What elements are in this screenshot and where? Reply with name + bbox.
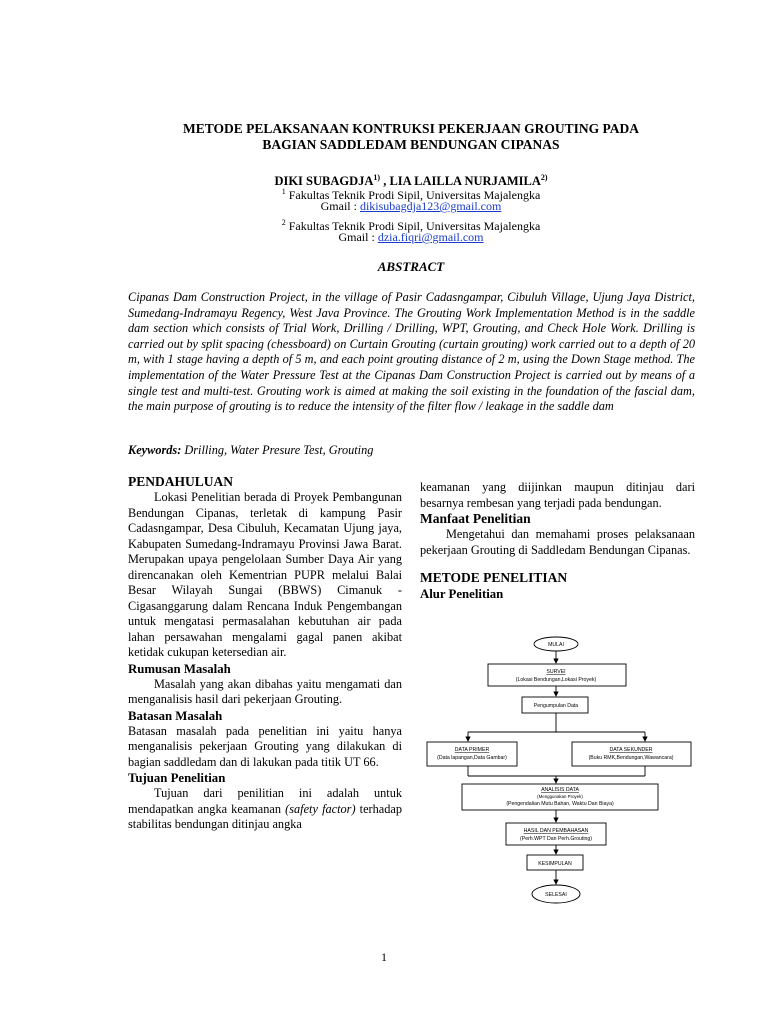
- affiliation-1-email-label: Gmail :: [320, 199, 360, 213]
- author-2: LIA LAILLA NURJAMILA: [389, 174, 541, 189]
- tujuan-body-after: terhadap stabilitas bendungan ditinjau angka: [128, 801, 403, 831]
- manfaat-heading: Manfaat Penelitian: [420, 511, 531, 526]
- metode-heading: METODE PENELITIAN: [420, 570, 568, 585]
- author-1-sup: 1): [373, 173, 381, 182]
- flow-label-analisis-sub2: (Pengendalian Mutu Bahan, Waktu Dan Biaya): [506, 801, 614, 807]
- author-1: DIKI SUBAGDJA: [274, 174, 374, 189]
- affiliation-1-email-line: [100, 199, 722, 214]
- flow-label-analisis-title: ANALISIS DATA: [541, 787, 579, 793]
- flow-label-sekunder-title: DATA SEKUNDER: [609, 747, 653, 753]
- flow-label-analisis-sub1: (Menggunakan Proyek): [537, 794, 583, 799]
- abstract-body: Cipanas Dam Construction Project, in the village of Pasir Cadasngampar, Cibuluh Village, Ujung Jaya District, Sumedang-Indramayu Regency, West Java Province. The Grouting Work Implementation Method is in the saddle dam section which consists of Trial Work, Drilling / Drilling, WPT, Grouting, and Check Hole Work. Drilling is carried out by split spacing (chessboard) on Curtain Grouting (curtain grouting) work carried out to a depth of 20 m, with 1 stage having a depth of 5 m, and each point grouting distance of 2 m, using the Down Stage method. The implementation of the Water Pressure Test at the Cipanas Dam Construction Project is carried out by means of a single test and multi-test. Grouting work is aimed at making the soil existing in the foundation of the fascial dam, the main purpose of grouting is to reduce the intensity of the filter flow / leakage in the saddle dam: [128, 290, 695, 414]
- affiliation-1-email-link[interactable]: dikisubagdja123@gmail.com: [359, 199, 502, 213]
- abstract-heading: ABSTRACT: [377, 259, 445, 274]
- paper-title-line-2: BAGIAN SADDLEDAM BENDUNGAN CIPANAS: [262, 137, 560, 152]
- flow-label-survei-title: SURVEI: [546, 669, 566, 675]
- batasan-heading: Batasan Masalah: [128, 708, 223, 723]
- tujuan-body-before: Tujuan dari penilitian ini adalah untuk mendapatkan angka keamanan: [128, 786, 402, 816]
- section-spacer: [420, 558, 695, 570]
- pendahuluan-heading: PENDAHULUAN: [128, 474, 234, 489]
- flow-label-selesai: SELESAI: [545, 892, 567, 898]
- right-column: [420, 480, 695, 602]
- tujuan-continuation: keamanan yang diijinkan maupun ditinjau dari besarnya rembesan yang terjadi pada bendungan.: [420, 480, 695, 510]
- flow-label-sekunder-sub: (Buku RMK,Bendungan,Wawancara): [588, 755, 674, 761]
- left-column: [128, 474, 402, 833]
- author-2-sup: 2): [540, 173, 548, 182]
- alur-heading: Alur Penelitian: [420, 587, 504, 601]
- keywords-label: Keywords:: [128, 443, 182, 457]
- keywords-text: Drilling, Water Presure Test, Grouting: [181, 443, 374, 457]
- pendahuluan-body: Lokasi Penelitian berada di Proyek Pembangunan Bendungan Cipanas, terletak di kampung Pasir Cadasngampar, Desa Cibuluh, Kecamatan Ujung jaya, Kabupaten Sumedang-Indramayu Provinsi Jawa Barat. Merupakan upaya pengelolaan Sumber Daya Air yang direncanakan oleh Kementrian PUPR melalui Balai Besar Wilayah Sungai (BBWS) Cimanuk - Cigasanggarung dalam Rencana Induk Pengembangan untuk mengatasi permasalahan kebutuhan air pada lahan persawahan mengalami gagal panen akibat ketidak cukupan ketersedian air.: [128, 490, 402, 659]
- flow-label-primer-title: DATA PRIMER: [454, 747, 490, 753]
- paper-title-line-1: METODE PELAKSANAAN KONTRUKSI PEKERJAAN GROUTING PADA: [183, 121, 639, 136]
- page-number: 1: [381, 950, 387, 964]
- manfaat-body: Mengetahui dan memahami proses pelaksanaan pekerjaan Grouting di Saddledam Bendungan Cipanas.: [420, 527, 695, 557]
- rumusan-heading: Rumusan Masalah: [128, 661, 231, 676]
- flow-label-primer-sub: (Data lapangan,Data Gambar): [437, 755, 507, 761]
- affiliation-2-email-link[interactable]: dzia.fiqri@gmail.com: [377, 230, 484, 244]
- flow-label-kesimpulan: KESIMPULAN: [538, 861, 572, 867]
- flow-label-hasil-title: HASIL DAN PEMBAHASAN: [523, 828, 589, 834]
- flowchart-svg: [420, 636, 695, 916]
- rumusan-body: Masalah yang akan dibahas yaitu mengamati dan menganalisis hasil dari pekerjaan Grouting.: [128, 676, 402, 706]
- affiliation-2-sup: 2: [281, 218, 286, 227]
- affiliation-1-sup: 1: [281, 187, 286, 196]
- tujuan-body-italic: (safety factor): [285, 801, 356, 816]
- flow-node-sekunder: [572, 742, 691, 766]
- flow-node-primer: [427, 742, 517, 766]
- tujuan-heading: Tujuan Penelitian: [128, 771, 226, 785]
- flow-label-hasil-sub: (Perh.WPT Dan Perh.Grouting): [520, 836, 592, 842]
- batasan-body: Batasan masalah pada penelitian ini yaitu hanya menganalisis pekerjaan Grouting yang dilakukan di bagian saddledam dan di lakukan pada titik UT 66.: [128, 723, 402, 769]
- keywords-line: [128, 443, 695, 459]
- affiliation-2-institution: Fakultas Teknik Prodi Sipil, Universitas Majalengka: [288, 219, 541, 233]
- affiliation-2-email-line: [100, 230, 722, 245]
- author-separator: ,: [380, 174, 390, 189]
- flow-label-pengumpulan: Pengumpulan Data: [533, 703, 579, 709]
- tujuan-body: [128, 786, 402, 833]
- flow-label-survei-sub: (Lokasi Bendungan,Lokasi Proyek): [515, 677, 597, 683]
- paper-title: [100, 121, 722, 153]
- affiliation-2-email-label: Gmail :: [338, 230, 378, 244]
- flowchart: [420, 636, 695, 916]
- affiliation-1-institution: Fakultas Teknik Prodi Sipil, Universitas Majalengka: [288, 188, 541, 202]
- flow-label-mulai: MULAI: [548, 642, 564, 648]
